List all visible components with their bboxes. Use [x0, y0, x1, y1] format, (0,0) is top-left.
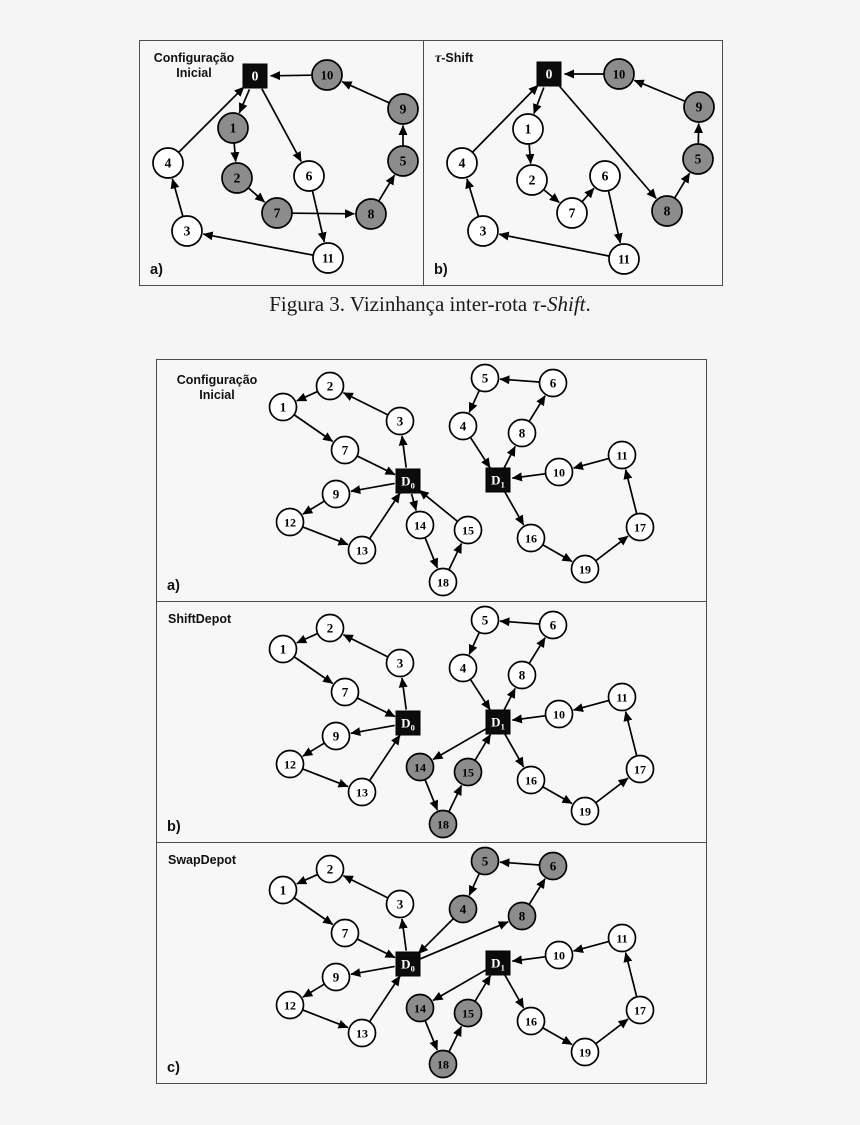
svg-text:17: 17 — [634, 520, 646, 535]
edge-2-7 — [249, 188, 265, 202]
svg-text:1: 1 — [279, 641, 287, 657]
panel-title — [435, 51, 473, 67]
node-14 — [407, 512, 434, 539]
svg-text:18: 18 — [437, 575, 449, 590]
node-D1 — [486, 951, 510, 975]
svg-text:2: 2 — [326, 620, 334, 636]
node-8 — [652, 196, 682, 226]
svg-text:13: 13 — [356, 543, 368, 558]
svg-text:14: 14 — [414, 518, 426, 533]
svg-text:0: 0 — [251, 68, 259, 84]
node-11 — [609, 442, 636, 469]
svg-text:4: 4 — [459, 418, 467, 434]
edge-19-17 — [596, 778, 628, 802]
svg-text:11: 11 — [616, 448, 628, 463]
panel-swapdepot — [157, 842, 706, 1083]
svg-text:9: 9 — [332, 728, 340, 744]
edge-8-5 — [675, 173, 690, 198]
edge-3-2 — [343, 635, 387, 657]
node-16 — [518, 1008, 545, 1035]
svg-text:3: 3 — [396, 896, 404, 912]
svg-text:5: 5 — [481, 370, 489, 386]
svg-text:7: 7 — [568, 205, 576, 221]
node-3 — [387, 891, 414, 918]
panel-title-line1: Configuração — [176, 373, 258, 387]
edge-2-1 — [297, 634, 318, 643]
node-2 — [222, 163, 252, 193]
svg-text:4: 4 — [164, 155, 172, 171]
node-19 — [572, 798, 599, 825]
edge-6-11 — [313, 191, 325, 242]
svg-text:6: 6 — [601, 168, 609, 184]
svg-text:16: 16 — [525, 531, 537, 546]
edge-0-1 — [239, 89, 249, 112]
node-13 — [349, 537, 376, 564]
node-16 — [518, 525, 545, 552]
svg-text:0: 0 — [545, 66, 553, 82]
svg-text:15: 15 — [462, 523, 474, 538]
svg-text:1: 1 — [524, 121, 532, 137]
svg-text:1: 1 — [279, 399, 287, 415]
node-2 — [317, 373, 344, 400]
svg-text:7: 7 — [341, 684, 349, 700]
node-17 — [627, 514, 654, 541]
svg-text:11: 11 — [616, 931, 628, 946]
panel-title-line1: Configuração — [153, 51, 235, 65]
panel-title: SwapDepot — [168, 853, 237, 867]
edge-16-19 — [543, 1028, 572, 1045]
node-7 — [332, 437, 359, 464]
node-8 — [356, 199, 386, 229]
node-0 — [537, 62, 561, 86]
node-11 — [609, 684, 636, 711]
edge-13-D0 — [370, 493, 400, 538]
node-7 — [262, 198, 292, 228]
edge-17-11 — [626, 712, 637, 756]
edge-D0-9 — [351, 483, 395, 491]
node-15 — [455, 1000, 482, 1027]
svg-text:10: 10 — [553, 707, 565, 722]
node-D1 — [486, 468, 510, 492]
node-7 — [332, 920, 359, 947]
node-4 — [450, 655, 477, 682]
edge-19-17 — [596, 536, 628, 560]
svg-text:14: 14 — [414, 1001, 426, 1016]
edge-10-0 — [271, 75, 312, 76]
svg-text:11: 11 — [616, 690, 628, 705]
edge-5-4 — [469, 874, 479, 896]
edge-9-12 — [303, 501, 324, 514]
svg-text:2: 2 — [326, 861, 334, 877]
panel-initial-config-bottom — [157, 360, 706, 601]
svg-text:9: 9 — [332, 969, 340, 985]
figure-tau-shift — [139, 40, 723, 286]
node-17 — [627, 997, 654, 1024]
node-9 — [388, 94, 418, 124]
panel-initial-config-top — [140, 41, 424, 285]
edge-15-D1 — [475, 734, 490, 760]
edge-2-7 — [544, 190, 559, 203]
edge-3-4 — [172, 179, 182, 216]
svg-text:D0: $D_0$ — [401, 715, 415, 733]
graph-swapdepot — [157, 843, 705, 1083]
edge-11-10 — [574, 459, 609, 469]
node-6 — [540, 370, 567, 397]
svg-text:6: 6 — [549, 375, 557, 391]
panel-letter-a: a) — [150, 262, 163, 278]
panel-letter-b: b) — [167, 819, 181, 835]
node-7 — [332, 679, 359, 706]
node-4 — [153, 148, 183, 178]
caption-period: . — [585, 292, 591, 316]
svg-text:6: 6 — [549, 617, 557, 633]
svg-text:3: 3 — [183, 223, 191, 239]
panel-title-rest: -Shift — [441, 51, 474, 65]
svg-text:8: 8 — [518, 667, 526, 683]
node-0 — [243, 64, 267, 88]
node-7 — [557, 198, 587, 228]
edge-2-1 — [297, 392, 318, 401]
node-6 — [540, 853, 567, 880]
svg-text:10: 10 — [553, 948, 565, 963]
node-15 — [455, 759, 482, 786]
svg-text:6: 6 — [305, 168, 313, 184]
edge-16-19 — [543, 545, 572, 562]
node-19 — [572, 1039, 599, 1066]
edge-11-10 — [574, 701, 609, 711]
svg-text:19: 19 — [579, 1045, 591, 1060]
svg-text:7: 7 — [341, 925, 349, 941]
edge-8-5 — [379, 175, 395, 201]
svg-text:19: 19 — [579, 562, 591, 577]
edge-1-7 — [295, 898, 333, 925]
node-3 — [387, 650, 414, 677]
edge-11-10 — [574, 942, 609, 952]
node-11 — [609, 925, 636, 952]
edge-8-6 — [529, 396, 545, 421]
edge-12-13 — [303, 1010, 348, 1028]
svg-text:9: 9 — [695, 99, 703, 115]
node-3 — [468, 216, 498, 246]
edge-D0-14 — [412, 494, 417, 511]
node-5 — [472, 365, 499, 392]
node-4 — [447, 148, 477, 178]
svg-text:8: 8 — [518, 908, 526, 924]
edge-D0-3 — [402, 678, 406, 710]
edge-0-1 — [534, 88, 544, 114]
node-6 — [294, 161, 324, 191]
svg-text:D1: $D_1$ — [491, 472, 505, 490]
node-2 — [317, 856, 344, 883]
svg-text:11: 11 — [322, 251, 334, 266]
node-10 — [546, 459, 573, 486]
edge-12-13 — [303, 769, 348, 787]
edge-18-15 — [449, 544, 461, 570]
edge-1-7 — [295, 657, 333, 684]
edge-D0-9 — [351, 966, 395, 974]
node-13 — [349, 1020, 376, 1047]
edge-12-13 — [303, 527, 348, 545]
edge-19-17 — [596, 1019, 628, 1043]
svg-text:8: 8 — [367, 206, 375, 222]
svg-text:10: 10 — [553, 465, 565, 480]
svg-text:7: 7 — [273, 205, 281, 221]
node-14 — [407, 754, 434, 781]
svg-text:18: 18 — [437, 817, 449, 832]
node-16 — [518, 767, 545, 794]
node-1 — [270, 636, 297, 663]
node-9 — [323, 964, 350, 991]
figure-depot-neighborhoods — [156, 359, 707, 1084]
svg-text:13: 13 — [356, 785, 368, 800]
svg-text:D1: $D_1$ — [491, 714, 505, 732]
svg-text:19: 19 — [579, 804, 591, 819]
tau-symbol: τ — [435, 51, 442, 66]
edge-7-D0 — [358, 456, 395, 474]
node-D0 — [396, 952, 420, 976]
node-1 — [270, 877, 297, 904]
edge-6-5 — [500, 862, 539, 865]
node-14 — [407, 995, 434, 1022]
node-12 — [277, 509, 304, 536]
node-2 — [317, 615, 344, 642]
svg-text:4: 4 — [459, 660, 467, 676]
panel-letter-b: b) — [434, 262, 448, 278]
svg-text:15: 15 — [462, 1006, 474, 1021]
edge-18-15 — [449, 1027, 461, 1052]
graph-shiftdepot — [157, 602, 705, 843]
svg-text:2: 2 — [528, 172, 536, 188]
svg-text:4: 4 — [459, 901, 467, 917]
panel-letter-a: a) — [167, 578, 180, 594]
edge-17-11 — [626, 953, 637, 997]
edge-7-D0 — [358, 698, 395, 716]
panel-title: ShiftDepot — [168, 612, 232, 626]
svg-text:1: 1 — [229, 120, 237, 136]
edge-3-4 — [467, 179, 479, 216]
panel-title-line2: Inicial — [199, 388, 235, 402]
node-10 — [546, 942, 573, 969]
node-13 — [349, 779, 376, 806]
svg-text:3: 3 — [396, 413, 404, 429]
node-6 — [590, 161, 620, 191]
figure-caption — [0, 292, 860, 317]
edge-13-D0 — [370, 976, 400, 1021]
node-10 — [604, 59, 634, 89]
svg-text:5: 5 — [481, 612, 489, 628]
edge-D1-8 — [504, 446, 515, 468]
edge-D0-3 — [402, 436, 406, 468]
edge-7-6 — [582, 188, 594, 201]
edge-14-18 — [425, 780, 437, 810]
node-11 — [313, 243, 343, 273]
edge-1-7 — [295, 415, 333, 442]
node-5 — [472, 607, 499, 634]
svg-text:12: 12 — [284, 515, 296, 530]
node-4 — [450, 413, 477, 440]
edge-9-12 — [303, 984, 324, 997]
edge-3-2 — [343, 876, 387, 898]
node-10 — [546, 701, 573, 728]
svg-text:D1: $D_1$ — [491, 955, 505, 973]
node-18 — [430, 569, 457, 596]
edge-9-10 — [634, 80, 684, 101]
node-8 — [509, 903, 536, 930]
svg-text:D0: $D_0$ — [401, 956, 415, 974]
edge-5-4 — [469, 633, 479, 655]
node-1 — [513, 114, 543, 144]
edge-18-15 — [449, 786, 461, 812]
svg-text:15: 15 — [462, 765, 474, 780]
svg-text:2: 2 — [326, 378, 334, 394]
edge-8-6 — [529, 879, 545, 904]
svg-text:11: 11 — [618, 252, 630, 267]
edge-10-D1 — [512, 716, 545, 720]
svg-text:17: 17 — [634, 762, 646, 777]
panel-tau-shift — [424, 41, 722, 285]
edge-1-2 — [234, 144, 236, 162]
svg-text:6: 6 — [549, 858, 557, 874]
svg-text:10: 10 — [320, 68, 334, 83]
svg-text:1: 1 — [279, 882, 287, 898]
node-5 — [472, 848, 499, 875]
node-1 — [218, 113, 248, 143]
svg-text:4: 4 — [458, 155, 466, 171]
node-15 — [455, 517, 482, 544]
node-5 — [388, 146, 418, 176]
svg-text:9: 9 — [332, 486, 340, 502]
edge-7-D0 — [358, 939, 395, 957]
panel-letter-c: c) — [167, 1060, 180, 1076]
edge-D1-16 — [505, 734, 524, 767]
panel-title — [143, 51, 245, 81]
edge-D0-9 — [351, 725, 395, 733]
edge-14-18 — [425, 538, 437, 568]
svg-text:12: 12 — [284, 998, 296, 1013]
svg-text:3: 3 — [396, 655, 404, 671]
caption-text: Figura 3. Vizinhança inter-rota — [269, 292, 533, 316]
node-4 — [450, 896, 477, 923]
node-12 — [277, 992, 304, 1019]
svg-text:5: 5 — [399, 153, 407, 169]
svg-text:5: 5 — [481, 853, 489, 869]
svg-text:18: 18 — [437, 1057, 449, 1072]
edge-7-8 — [293, 213, 355, 214]
node-17 — [627, 756, 654, 783]
node-8 — [509, 662, 536, 689]
svg-text:13: 13 — [356, 1026, 368, 1041]
edge-0-6 — [262, 89, 301, 162]
edge-9-12 — [303, 743, 324, 756]
node-6 — [540, 612, 567, 639]
node-3 — [387, 408, 414, 435]
edge-10-D1 — [512, 957, 545, 961]
edge-13-D0 — [370, 735, 400, 780]
svg-text:9: 9 — [399, 101, 407, 117]
node-10 — [312, 60, 342, 90]
node-5 — [683, 144, 713, 174]
svg-text:D0: $D_0$ — [401, 473, 415, 491]
panel-title — [167, 373, 267, 403]
edge-1-2 — [529, 145, 531, 164]
edge-10-D1 — [512, 474, 545, 478]
node-12 — [277, 751, 304, 778]
svg-text:16: 16 — [525, 773, 537, 788]
svg-text:5: 5 — [694, 151, 702, 167]
svg-text:12: 12 — [284, 757, 296, 772]
node-18 — [430, 811, 457, 838]
node-1 — [270, 394, 297, 421]
node-D1 — [486, 710, 510, 734]
node-19 — [572, 556, 599, 583]
edge-14-18 — [425, 1021, 437, 1050]
edge-11-3 — [499, 234, 609, 256]
svg-text:14: 14 — [414, 760, 426, 775]
caption-emphasis: τ-Shift — [532, 292, 586, 316]
edge-6-5 — [500, 379, 539, 382]
panel-title-line2: Inicial — [176, 66, 212, 80]
node-D0 — [396, 711, 420, 735]
node-2 — [517, 165, 547, 195]
edge-3-2 — [343, 393, 387, 415]
node-D0 — [396, 469, 420, 493]
node-9 — [323, 723, 350, 750]
svg-text:2: 2 — [233, 170, 241, 186]
svg-text:16: 16 — [525, 1014, 537, 1029]
edge-D1-8 — [504, 688, 515, 710]
edge-5-4 — [469, 391, 479, 413]
edge-6-11 — [609, 191, 621, 243]
node-8 — [509, 420, 536, 447]
graph-tau-shift — [424, 41, 721, 286]
edge-D1-16 — [505, 492, 524, 525]
node-9 — [684, 92, 714, 122]
edge-11-3 — [203, 234, 313, 255]
svg-text:7: 7 — [341, 442, 349, 458]
node-9 — [323, 481, 350, 508]
svg-text:3: 3 — [479, 223, 487, 239]
edge-4-D0 — [418, 919, 453, 954]
edge-4-D1 — [471, 438, 491, 468]
edge-4-D1 — [471, 680, 491, 710]
edge-D1-16 — [505, 975, 524, 1008]
edge-17-11 — [626, 470, 637, 514]
panel-shiftdepot — [157, 601, 706, 842]
svg-text:8: 8 — [518, 425, 526, 441]
svg-text:10: 10 — [612, 67, 626, 82]
node-11 — [609, 244, 639, 274]
edge-16-19 — [543, 787, 572, 804]
edge-D0-3 — [402, 919, 406, 951]
node-18 — [430, 1051, 457, 1078]
edge-6-5 — [500, 621, 539, 624]
edge-15-D1 — [475, 975, 490, 1001]
node-3 — [172, 216, 202, 246]
svg-text:17: 17 — [634, 1003, 646, 1018]
edge-2-1 — [297, 875, 318, 884]
svg-text:8: 8 — [663, 203, 671, 219]
edge-8-6 — [529, 638, 545, 663]
edge-9-10 — [342, 82, 389, 103]
